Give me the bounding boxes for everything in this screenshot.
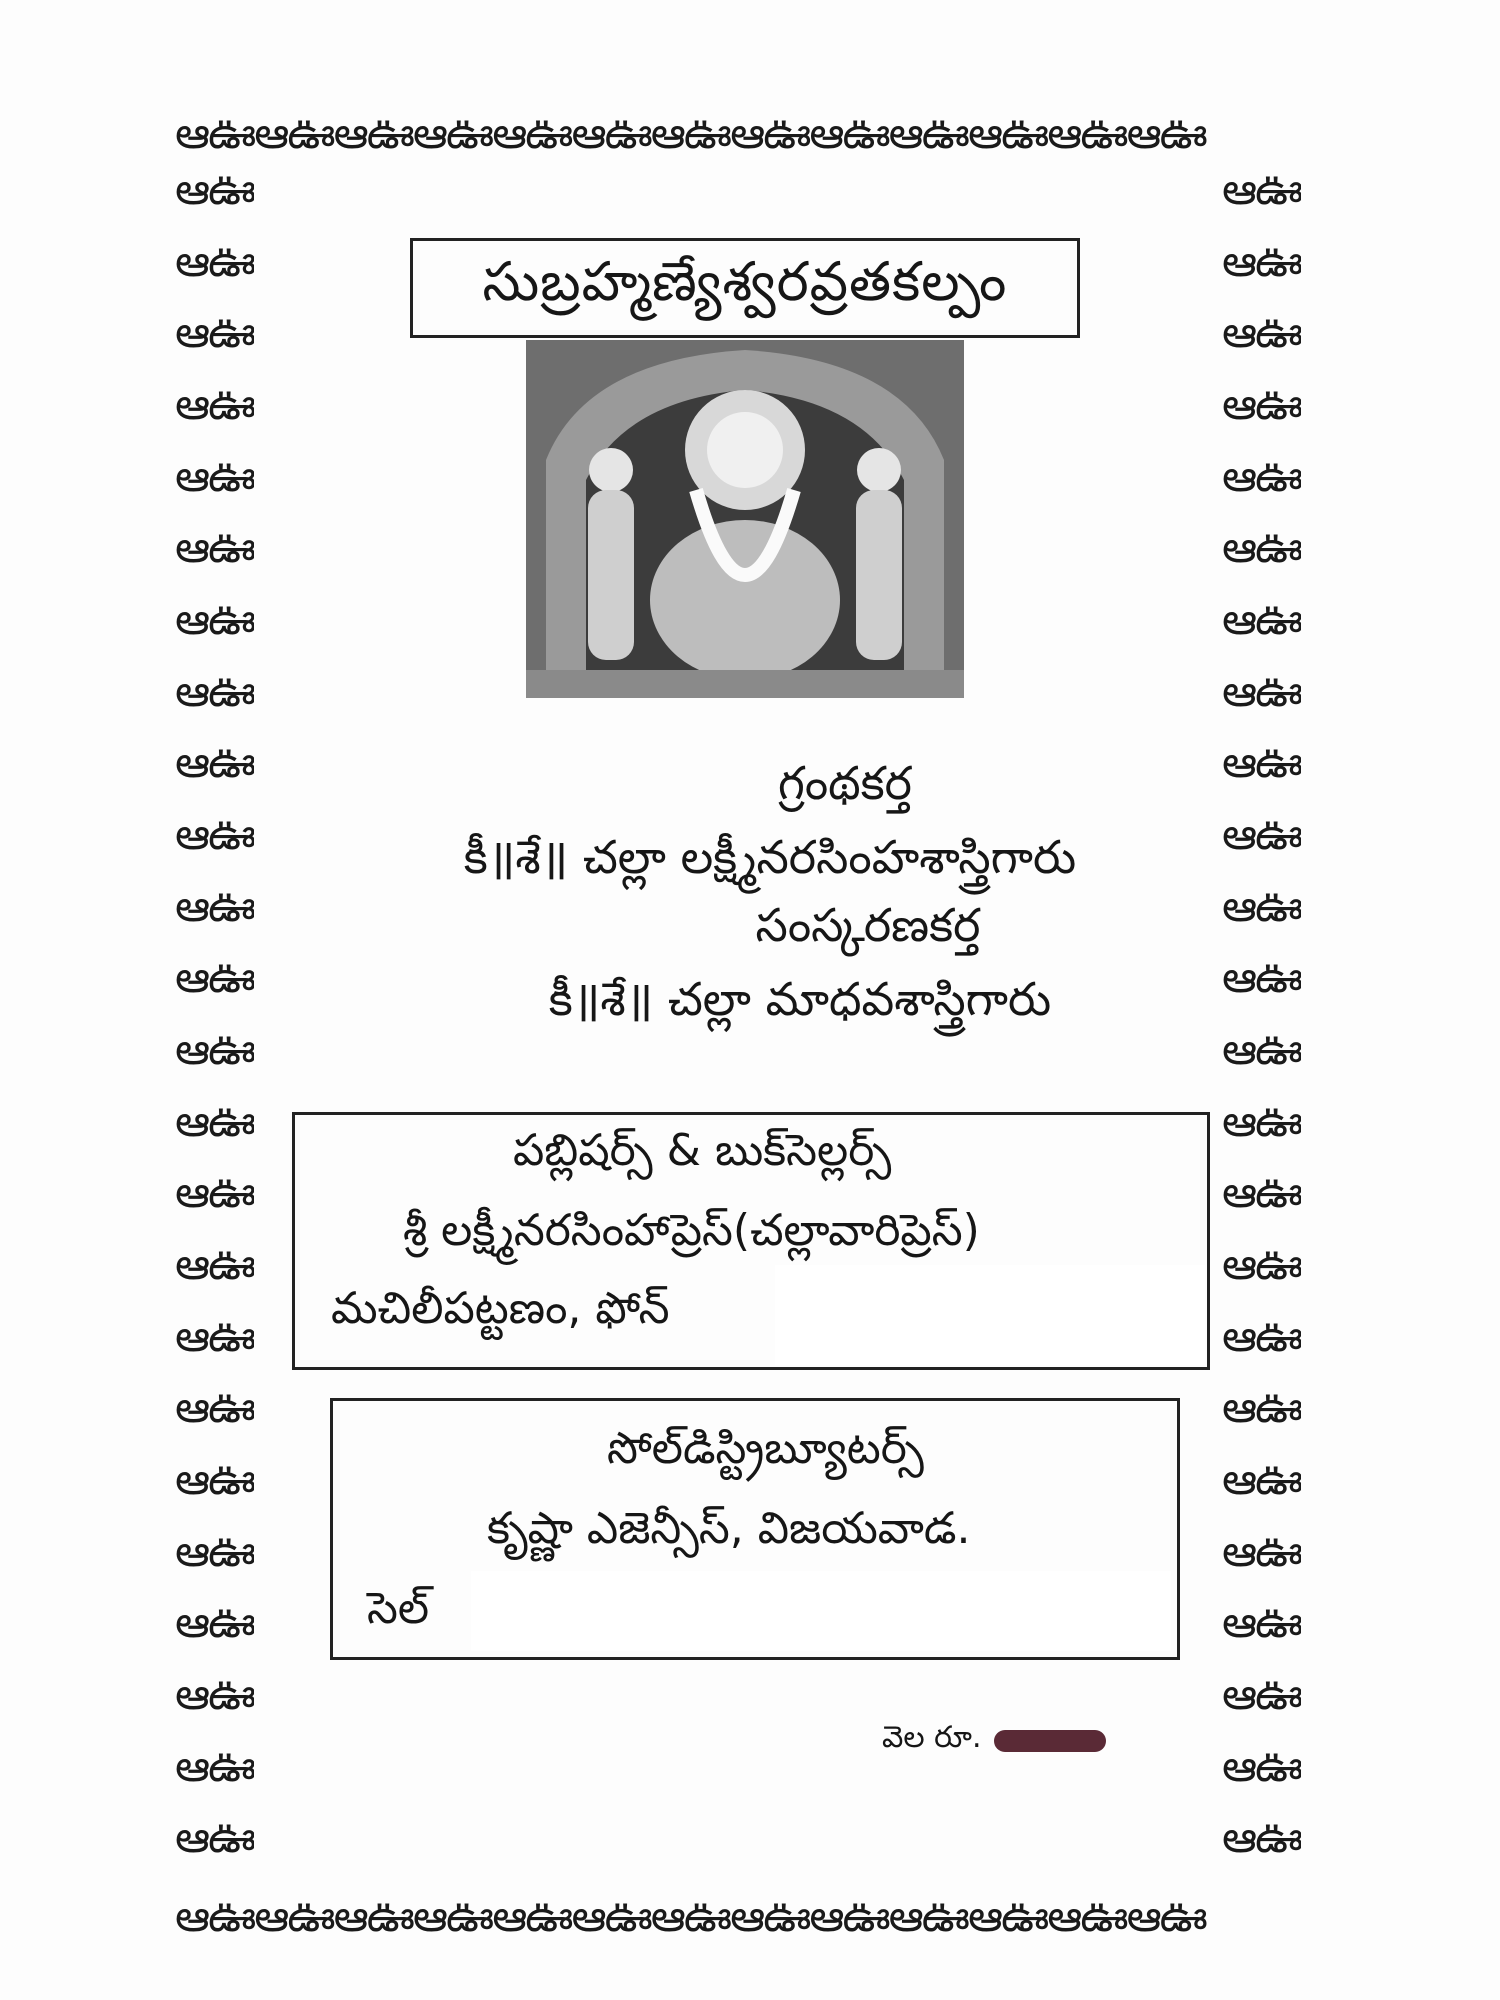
publisher-name: శ్రీ లక్ష్మీనరసింహాప్రెస్(చల్లావారిప్రెస్) — [403, 1205, 980, 1256]
publisher-box — [292, 1112, 1210, 1370]
distributor-box — [330, 1398, 1180, 1660]
ornament-border-bottom: ఆఊఆఊఆఊఆఊఆఊఆఊఆఊఆఊఆఊఆఊఆఊఆఊఆఊ — [175, 1895, 1206, 1939]
distributor-label: సోల్‌డిస్ట్రిబ్యూటర్స్ — [607, 1423, 924, 1474]
price-row — [882, 1720, 1106, 1762]
deity-illustration — [526, 340, 964, 698]
ornament-border-right: ఆఊ ఆఊ ఆఊ ఆఊ ఆఊ ఆఊ ఆఊ ఆఊ ఆఊ ఆఊ ఆఊ ఆఊ ఆఊ ఆఊ ఆఊ ఆఊ ఆఊ ఆఊ ఆఊ ఆఊ ఆఊ ఆఊ ఆఊ ఆఊ — [1222, 168, 1302, 1864]
distributor-name: కృష్ణా ఎజెన్సీస్, విజయవాడ. — [487, 1503, 971, 1554]
price-redaction — [994, 1730, 1106, 1752]
author-label: గ్రంథకర్త — [778, 756, 912, 810]
editor-label: సంస్కరణకర్త — [755, 898, 981, 952]
book-title: సుబ్రహ్మణ్యేశ్వరవ్రతకల్పం — [482, 249, 1008, 313]
publisher-label: పబ్లిషర్స్ & బుక్‌సెల్లర్స్ — [513, 1125, 892, 1176]
price-label: వెల రూ. — [882, 1720, 982, 1755]
ornament-border-top: ఆఊఆఊఆఊఆఊఆఊఆఊఆఊఆఊఆఊఆఊఆఊఆఊఆఊ — [175, 112, 1206, 156]
ornament-border-left: ఆఊ ఆఊ ఆఊ ఆఊ ఆఊ ఆఊ ఆఊ ఆఊ ఆఊ ఆఊ ఆఊ ఆఊ ఆఊ ఆఊ ఆఊ ఆఊ ఆఊ ఆఊ ఆఊ ఆఊ ఆఊ ఆఊ ఆఊ ఆఊ — [175, 168, 255, 1864]
author-name: కీ॥శే॥ చల్లా లక్ష్మీనరసింహశాస్త్రిగారు — [463, 830, 1077, 884]
publisher-location: మచిలీపట్టణం, ఫోన్ — [331, 1283, 670, 1334]
title-box — [410, 238, 1080, 338]
editor-name: కీ॥శే॥ చల్లా మాధవశాస్త్రిగారు — [548, 972, 1052, 1026]
phone-redaction — [775, 1265, 1205, 1365]
distributor-cell: సెల్ — [367, 1583, 430, 1634]
deity-image — [526, 340, 964, 698]
cell-redaction — [471, 1571, 1171, 1651]
